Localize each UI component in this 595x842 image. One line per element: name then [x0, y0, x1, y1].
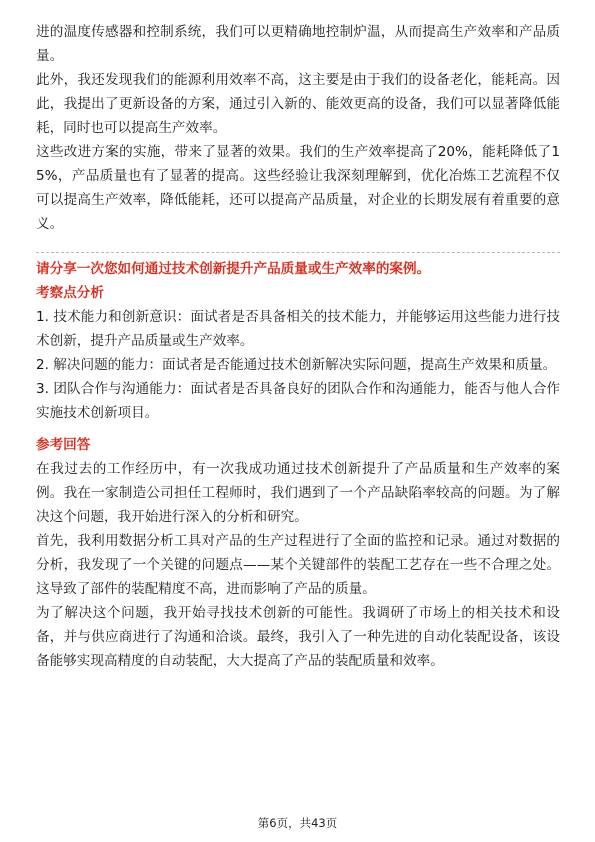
spacer [36, 425, 560, 433]
body-paragraph: 此外，我还发现我们的能源利用效率不高，这主要是由于我们的设备老化，能耗高。因此，我提出了更新设备的方案，通过引入新的、能效更高的设备，我们可以显著降低能耗，同时也可以提高生产效率。 [36, 72, 560, 136]
page-footer [0, 815, 595, 831]
reference-paragraph: 首先，我利用数据分析工具对产品的生产过程进行了全面的监控和记录。通过对数据的分析，我发现了一个关键的问题点——某个关键部件的装配工艺存在一些不合理之处。这导致了部件的装配精度不高，进而影响了产品的质量。 [36, 533, 560, 597]
body-paragraph: 这些改进方案的实施，带来了显著的效果。我们的生产效率提高了20%，能耗降低了15%，产品质量也有了显著的提高。这些经验让我深刻理解到，优化冶炼工艺流程不仅可以提高生产效率，降低能耗，还可以提高产品质量，对企业的长期发展有着重要的意义。 [36, 144, 560, 232]
reference-paragraph: 为了解决这个问题，我开始寻找技术创新的可能性。我调研了市场上的相关技术和设备，并与供应商进行了沟通和洽谈。最终，我引入了一种先进的自动化装配设备，该设备能够实现高精度的自动装配，大大提高了产品的装配质量和效率。 [36, 605, 560, 669]
analysis-item: 2. 解决问题的能力：面试者是否能通过技术创新解决实际问题，提高生产效果和质量。 [36, 357, 557, 373]
analysis-item: 1. 技术能力和创新意识：面试者是否具备相关的技术能力，并能够运用这些能力进行技术创新，提升产品质量或生产效率。 [36, 309, 560, 349]
analysis-heading: 考察点分析 [36, 285, 104, 301]
reference-heading: 参考回答 [36, 437, 91, 453]
page-content [36, 20, 560, 673]
body-paragraph: 进的温度传感器和控制系统，我们可以更精确地控制炉温，从而提高生产效率和产品质量。 [36, 24, 560, 64]
section-divider [36, 252, 560, 253]
page-number: 第6页，共43页 [257, 816, 338, 830]
analysis-item: 3. 团队合作与沟通能力：面试者是否具备良好的团队合作和沟通能力，能否与他人合作实施技术创新项目。 [36, 381, 560, 421]
interview-question: 请分享一次您如何通过技术创新提升产品质量或生产效率的案例。 [36, 261, 431, 277]
reference-paragraph: 在我过去的工作经历中，有一次我成功通过技术创新提升了产品质量和生产效率的案例。我在一家制造公司担任工程师时，我们遇到了一个产品缺陷率较高的问题。为了解决这个问题，我开始进行深入的分析和研究。 [36, 461, 560, 525]
